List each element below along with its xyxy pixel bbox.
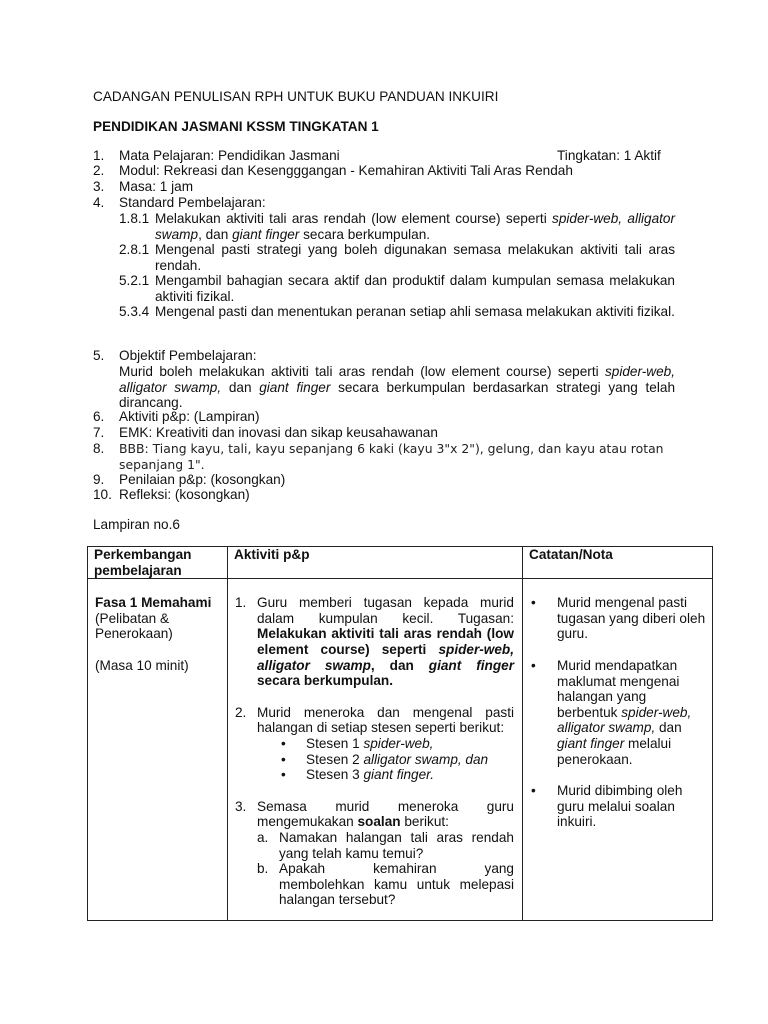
stesen-list bbox=[261, 736, 514, 783]
note-item: • Murid mendapatkan maklumat mengenai halangan yang berbentuk spider-web, alligator swamp, dan giant finger melalui penerokaan. bbox=[531, 657, 692, 767]
question-b-text: Apakah kemahiran yang membolehkan kamu untuk melepasi halangan tersebut? bbox=[279, 861, 514, 908]
standard-item bbox=[119, 211, 675, 242]
question-b bbox=[257, 861, 514, 908]
question-a-text: Namakan halangan tali aras rendah yang telah kamu temui? bbox=[279, 829, 514, 861]
activity-1-tugasan-label: Tugasan: bbox=[457, 610, 515, 626]
fasa-title: Fasa 1 Memahami bbox=[95, 595, 212, 611]
standard-code: 5.2.1 bbox=[119, 273, 150, 288]
standard-text: Mengenal pasti dan menentukan peranan setiap ahli semasa melakukan aktiviti fizikal. bbox=[155, 304, 675, 319]
activity-1-text: Guru memberi tugasan kepada murid dalam kumpulan kecil. bbox=[257, 595, 514, 626]
activity-number: 1. bbox=[235, 595, 247, 611]
doc-title: CADANGAN PENULISAN RPH UNTUK BUKU PANDUAN INKUIRI bbox=[93, 89, 499, 104]
standard-item bbox=[119, 242, 675, 273]
item-emk: EMK: Kreativiti dan inovasi dan sikap keusahawanan bbox=[119, 425, 438, 440]
item-number: 5. bbox=[93, 348, 105, 363]
question-a bbox=[257, 830, 514, 861]
item-standard-label: Standard Pembelajaran: bbox=[119, 195, 266, 210]
header-aktiviti: Aktiviti p&p bbox=[228, 547, 523, 579]
standard-code: 1.8.1 bbox=[119, 211, 150, 226]
fasa-subtitle: (Pelibatan & Penerokaan) bbox=[95, 610, 173, 642]
item-number: 8. bbox=[93, 441, 105, 456]
header-perkembangan: Perkembangan pembelajaran bbox=[88, 547, 228, 579]
activity-2 bbox=[235, 705, 514, 736]
item-aktiviti: Aktiviti p&p: (Lampiran) bbox=[119, 409, 260, 424]
standard-item bbox=[119, 273, 675, 304]
standard-text: Mengambil bahagian secara aktif dan produktif dalam kumpulan semasa melakukan aktiviti fizikal. bbox=[155, 273, 675, 304]
item-number: 6. bbox=[93, 409, 105, 424]
item-number: 9. bbox=[93, 472, 105, 487]
item-number: 1. bbox=[93, 148, 105, 163]
header-catatan: Catatan/Nota bbox=[523, 547, 713, 579]
item-number: 4. bbox=[93, 195, 105, 210]
standard-text: Melakukan aktiviti tali aras rendah (low element course) seperti spider-web, alligator swamp, dan giant finger secara berkumpulan. bbox=[155, 211, 676, 242]
note-item: • Murid mengenal pasti tugasan yang diberi oleh guru. bbox=[531, 595, 706, 642]
note-item: • Murid dibimbing oleh guru melalui soalan inkuiri. bbox=[531, 783, 683, 830]
item-bbb: BBB: Tiang kayu, tali, kayu sepanjang 6 kaki (kayu 3"x 2"), gelung, dan kayu atau rotan sepanjang 1". bbox=[119, 441, 664, 472]
question-letter: a. bbox=[257, 829, 269, 845]
item-masa: Masa: 1 jam bbox=[119, 179, 194, 194]
standard-code: 5.3.4 bbox=[119, 304, 150, 319]
table-header-row bbox=[88, 547, 713, 579]
activity-1-task: Melakukan aktiviti tali aras rendah (low element course) seperti spider-web, alligator swamp, dan giant finger secara berkumpulan. bbox=[257, 626, 514, 689]
stesen-item: • Stesen 1 spider-web, bbox=[281, 735, 434, 751]
item-number: 7. bbox=[93, 425, 105, 440]
activity-3-text: Semasa murid meneroka guru mengemukakan soalan berikut: bbox=[257, 798, 514, 830]
item-penilaian: Penilaian p&p: (kosongkan) bbox=[119, 472, 286, 487]
standard-text: Mengenal pasti strategi yang boleh digunakan semasa melakukan aktiviti tali aras rendah. bbox=[155, 242, 675, 273]
activity-number: 2. bbox=[235, 704, 247, 720]
standard-code: 2.8.1 bbox=[119, 242, 150, 257]
activity-3 bbox=[235, 799, 514, 830]
item-objektif-label: Objektif Pembelajaran: bbox=[119, 348, 257, 363]
item-number: 10. bbox=[93, 487, 112, 502]
item-modul: Modul: Rekreasi dan Kesengggangan - Kemahiran Aktiviti Tali Aras Rendah bbox=[119, 163, 573, 178]
item-number: 3. bbox=[93, 179, 105, 194]
fasa-masa: (Masa 10 minit) bbox=[95, 657, 189, 673]
activity-2-text: Murid meneroka dan mengenal pasti halangan di setiap stesen seperti berikut: bbox=[257, 704, 514, 736]
stesen-item: • Stesen 3 giant finger. bbox=[281, 767, 434, 783]
table-row bbox=[88, 579, 713, 921]
question-letter: b. bbox=[257, 861, 269, 877]
fasa-cell bbox=[88, 579, 228, 921]
item-number: 2. bbox=[93, 163, 105, 178]
catatan-cell bbox=[523, 579, 713, 921]
aktiviti-cell bbox=[228, 579, 523, 921]
activity-1 bbox=[235, 595, 514, 689]
item-tingkatan: Tingkatan: 1 Aktif bbox=[557, 148, 661, 163]
rph-table bbox=[87, 546, 713, 921]
lampiran-label: Lampiran no.6 bbox=[93, 517, 180, 532]
subject-heading: PENDIDIKAN JASMANI KSSM TINGKATAN 1 bbox=[93, 119, 379, 134]
standard-item bbox=[119, 304, 675, 320]
objektif-text: Murid boleh melakukan aktiviti tali aras rendah (low element course) seperti spider-web, alligator swamp, dan giant finger secara berkumpulan berdasarkan strategi yang telah dirancang. bbox=[119, 364, 676, 411]
item-refleksi: Refleksi: (kosongkan) bbox=[119, 487, 250, 502]
item-mata-pelajaran: Mata Pelajaran: Pendidikan Jasmani bbox=[119, 148, 340, 163]
activity-number: 3. bbox=[235, 798, 247, 814]
stesen-item: • Stesen 2 alligator swamp, dan bbox=[281, 751, 489, 767]
